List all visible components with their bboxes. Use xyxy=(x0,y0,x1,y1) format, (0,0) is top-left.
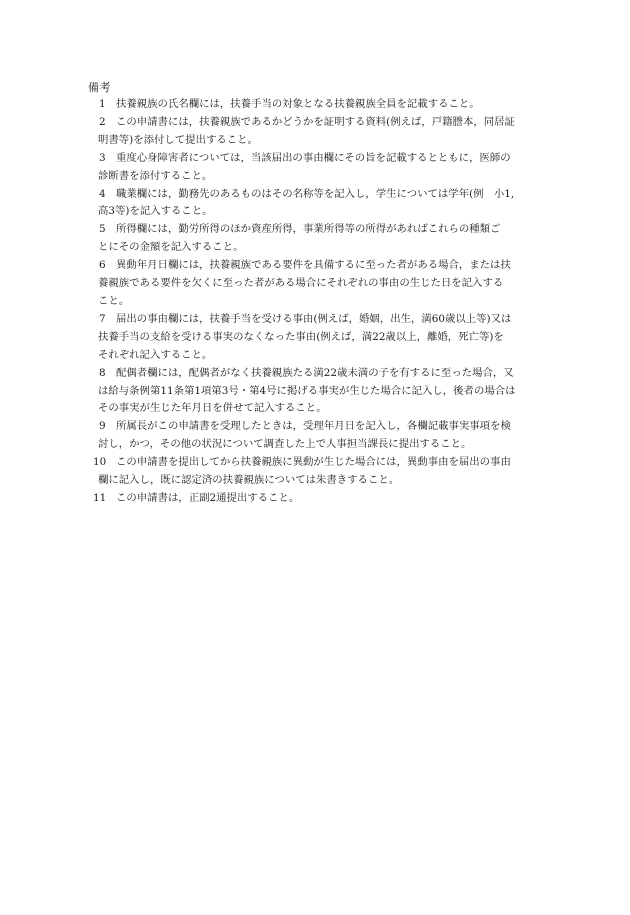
remark-text xyxy=(98,186,556,222)
remark-text-line: 討し，かつ，その他の状況について調査した上で人事担当課長に提出すること。 xyxy=(98,438,472,451)
remark-number: 11 xyxy=(93,491,107,504)
remark-item xyxy=(88,186,556,222)
remark-text-line: 職業欄には，勤務先のあるものはその名称等を記入し，学生については学年(例 小1, xyxy=(116,187,515,200)
remark-text xyxy=(116,96,556,114)
remark-text xyxy=(116,490,556,508)
remark-text-line: 扶養手当の支給を受ける事実のなくなった事由(例えば，満22歳以上，離婚，死亡等)を xyxy=(98,330,504,343)
remark-text-line: こと。 xyxy=(98,294,130,307)
remark-number: 2 xyxy=(99,115,106,128)
remark-text-line: 欄に記入し，既に認定済の扶養親族については朱書きすること。 xyxy=(98,474,400,487)
remark-text xyxy=(98,150,556,186)
remark-item xyxy=(88,311,556,365)
remark-item xyxy=(88,365,556,419)
remark-text-line: 配偶者欄には，配偶者がなく扶養親族たる満22歳未満の子を有するに至った場合，又 xyxy=(116,366,514,379)
remark-item xyxy=(88,418,556,454)
remark-item xyxy=(88,454,556,490)
remark-number: 9 xyxy=(99,420,106,433)
remark-item xyxy=(88,114,556,150)
remark-item xyxy=(88,96,556,114)
remark-number: 6 xyxy=(99,259,106,272)
remark-number: 7 xyxy=(99,312,106,325)
remark-number: 1 xyxy=(99,98,106,110)
remark-text xyxy=(98,114,556,150)
remark-text-line: 高3等)を記入すること。 xyxy=(98,205,213,218)
remark-item xyxy=(88,150,556,186)
remark-text xyxy=(98,311,556,365)
remark-text-line: 扶養親族の氏名欄には，扶養手当の対象となる扶養親族全員を記載すること。 xyxy=(116,98,480,110)
remark-text-line: 明書等)を添付して提出すること。 xyxy=(98,133,258,146)
remarks-heading: 備考 xyxy=(88,81,111,94)
remark-text-line: その事実が生じた年月日を併せて記入すること。 xyxy=(98,402,327,415)
remark-text xyxy=(98,365,556,419)
remark-text xyxy=(98,221,556,257)
remark-item xyxy=(88,221,556,257)
remark-text-line: 重度心身障害者については，当該届出の事由欄にその旨を記載するとともに，医師の xyxy=(116,151,511,164)
remark-number: 5 xyxy=(99,223,106,236)
remark-text-line: この申請書を提出してから扶養親族に異動が生じた場合には，異動事由を届出の事由 xyxy=(116,456,511,469)
remark-text-line: この申請書は，正副2通提出すること。 xyxy=(116,491,300,504)
remark-number: 10 xyxy=(93,456,107,469)
remark-item xyxy=(88,257,556,311)
remark-text xyxy=(98,257,556,311)
remark-text-line: とにその金額を記入すること。 xyxy=(98,241,244,254)
remark-text-line: 届出の事由欄には，扶養手当を受ける事由(例えば，婚姻，出生，満60歳以上等)又は xyxy=(116,312,512,325)
remark-text-line: は給与条例第11条第1項第3号・第4号に掲げる事実が生じた場合に記入し，後者の場合は xyxy=(98,384,516,397)
remark-number: 8 xyxy=(99,366,106,379)
remark-text-line: 異動年月日欄には，扶養親族である要件を具備するに至った者がある場合，または扶 xyxy=(116,259,511,272)
remark-text xyxy=(98,418,556,454)
remark-text-line: 診断書を添付すること。 xyxy=(98,169,213,182)
remark-text-line: 所属長がこの申請書を受理したときは，受理年月日を記入し，各欄記載事実事項を検 xyxy=(116,420,511,433)
remarks-list xyxy=(88,96,556,508)
remark-number: 3 xyxy=(99,151,106,164)
remark-text-line: この申請書には，扶養親族であるかどうかを証明する資料(例えば，戸籍謄本，同居証 xyxy=(116,115,515,128)
remark-text-line: 養親族である要件を欠くに至った者がある場合にそれぞれの事由の生じた日を記入する xyxy=(98,277,504,290)
remark-item xyxy=(88,490,556,508)
remark-number: 4 xyxy=(99,187,106,200)
remark-text-line: 所得欄には，勤労所得のほか資産所得，事業所得等の所得があればこれらの種類ご xyxy=(116,223,501,236)
remark-text-line: それぞれ記入すること。 xyxy=(98,348,213,361)
